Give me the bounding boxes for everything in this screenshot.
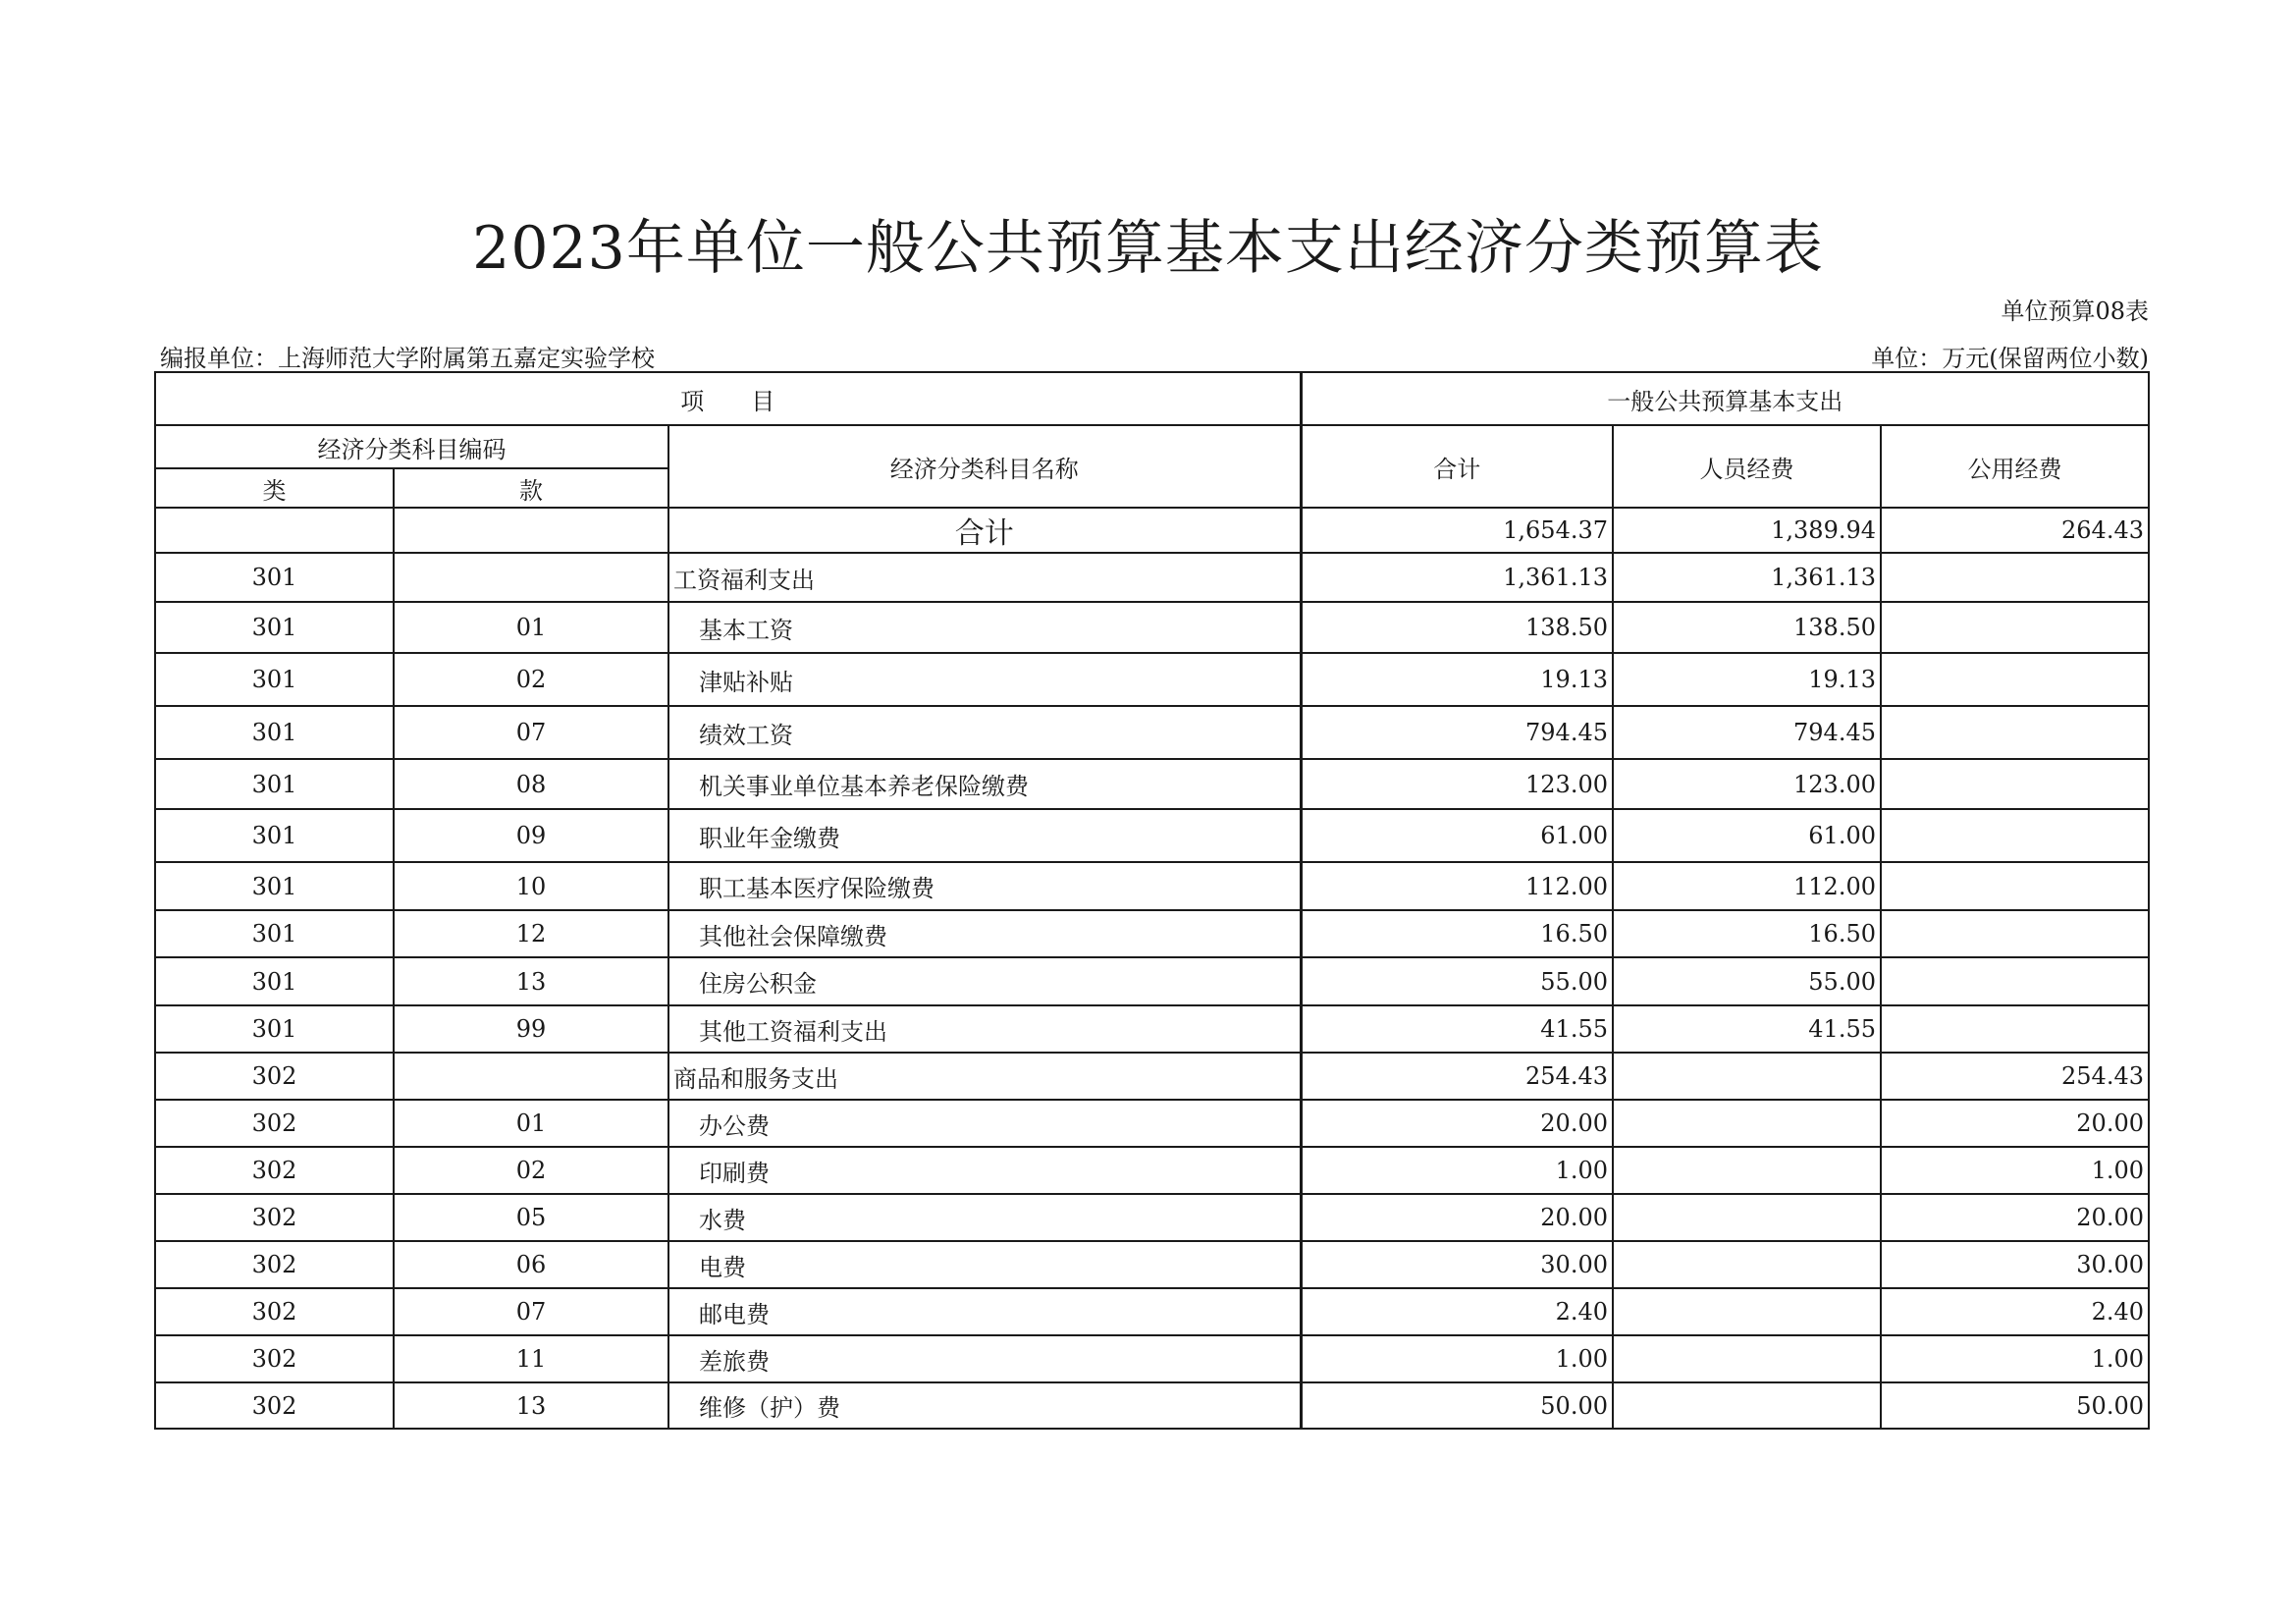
row-total: 2.40	[1301, 1288, 1613, 1335]
row-personnel	[1613, 1194, 1881, 1241]
row-section: 99	[394, 1005, 668, 1053]
row-name: 其他工资福利支出	[668, 1005, 1301, 1053]
header-total: 合计	[1301, 425, 1613, 508]
row-name: 印刷费	[668, 1147, 1301, 1194]
table-row	[155, 1005, 2149, 1053]
row-name: 绩效工资	[668, 706, 1301, 759]
total-amount: 1,654.37	[1301, 508, 1613, 553]
header-code-group: 经济分类科目编码	[155, 425, 668, 468]
table-row	[155, 1382, 2149, 1429]
row-personnel: 41.55	[1613, 1005, 1881, 1053]
header-item: 项 目	[155, 372, 1301, 425]
row-section: 06	[394, 1241, 668, 1288]
row-public: 20.00	[1881, 1194, 2149, 1241]
row-category: 301	[155, 957, 394, 1005]
row-public: 1.00	[1881, 1147, 2149, 1194]
row-name: 维修（护）费	[668, 1382, 1301, 1429]
table-row	[155, 653, 2149, 706]
row-public	[1881, 706, 2149, 759]
table-row	[155, 602, 2149, 653]
row-total: 19.13	[1301, 653, 1613, 706]
row-total: 55.00	[1301, 957, 1613, 1005]
row-name: 机关事业单位基本养老保险缴费	[668, 759, 1301, 809]
row-personnel: 123.00	[1613, 759, 1881, 809]
row-public	[1881, 809, 2149, 862]
total-section-cell	[394, 508, 668, 553]
header-category: 类	[155, 468, 394, 508]
table-row	[155, 1100, 2149, 1147]
row-name: 基本工资	[668, 602, 1301, 653]
row-personnel: 112.00	[1613, 862, 1881, 910]
row-public: 30.00	[1881, 1241, 2149, 1288]
row-personnel: 61.00	[1613, 809, 1881, 862]
row-name: 工资福利支出	[668, 553, 1301, 602]
row-category: 301	[155, 1005, 394, 1053]
row-name: 差旅费	[668, 1335, 1301, 1382]
header-row-1	[155, 372, 2149, 425]
row-section: 10	[394, 862, 668, 910]
row-public: 1.00	[1881, 1335, 2149, 1382]
budget-table	[154, 371, 2150, 1430]
header-public: 公用经费	[1881, 425, 2149, 508]
row-personnel: 1,361.13	[1613, 553, 1881, 602]
header-budget-group: 一般公共预算基本支出	[1301, 372, 2149, 425]
table-row	[155, 809, 2149, 862]
header-row-2	[155, 425, 2149, 468]
page-title: 2023年单位一般公共预算基本支出经济分类预算表	[472, 214, 1824, 283]
table-row	[155, 1288, 2149, 1335]
row-category: 301	[155, 910, 394, 957]
row-name: 商品和服务支出	[668, 1053, 1301, 1100]
row-category: 302	[155, 1335, 394, 1382]
table-row	[155, 1241, 2149, 1288]
row-personnel	[1613, 1382, 1881, 1429]
row-category: 302	[155, 1288, 394, 1335]
row-category: 302	[155, 1053, 394, 1100]
row-category: 302	[155, 1241, 394, 1288]
row-category: 301	[155, 862, 394, 910]
row-section: 01	[394, 602, 668, 653]
row-category: 302	[155, 1194, 394, 1241]
table-row	[155, 1194, 2149, 1241]
row-personnel	[1613, 1147, 1881, 1194]
row-total: 254.43	[1301, 1053, 1613, 1100]
row-total: 16.50	[1301, 910, 1613, 957]
row-personnel	[1613, 1100, 1881, 1147]
row-total: 1,361.13	[1301, 553, 1613, 602]
row-name: 其他社会保障缴费	[668, 910, 1301, 957]
row-category: 302	[155, 1100, 394, 1147]
table-row	[155, 553, 2149, 602]
row-total: 1.00	[1301, 1335, 1613, 1382]
row-name: 住房公积金	[668, 957, 1301, 1005]
row-total: 1.00	[1301, 1147, 1613, 1194]
header-section: 款	[394, 468, 668, 508]
row-public: 50.00	[1881, 1382, 2149, 1429]
row-section: 02	[394, 1147, 668, 1194]
row-total: 112.00	[1301, 862, 1613, 910]
row-section: 13	[394, 1382, 668, 1429]
row-name: 邮电费	[668, 1288, 1301, 1335]
row-public	[1881, 910, 2149, 957]
header-personnel: 人员经费	[1613, 425, 1881, 508]
row-section: 02	[394, 653, 668, 706]
reporting-unit: 编报单位：上海师范大学附属第五嘉定实验学校	[160, 345, 655, 372]
row-total: 61.00	[1301, 809, 1613, 862]
row-total: 794.45	[1301, 706, 1613, 759]
table-row	[155, 957, 2149, 1005]
row-personnel: 19.13	[1613, 653, 1881, 706]
row-public	[1881, 602, 2149, 653]
row-total: 20.00	[1301, 1194, 1613, 1241]
row-section: 12	[394, 910, 668, 957]
row-public	[1881, 1005, 2149, 1053]
row-name: 电费	[668, 1241, 1301, 1288]
row-category: 301	[155, 809, 394, 862]
row-name: 水费	[668, 1194, 1301, 1241]
row-personnel: 16.50	[1613, 910, 1881, 957]
row-personnel	[1613, 1241, 1881, 1288]
table-row	[155, 759, 2149, 809]
row-section: 05	[394, 1194, 668, 1241]
row-category: 302	[155, 1382, 394, 1429]
row-total: 41.55	[1301, 1005, 1613, 1053]
table-number: 单位预算08表	[2001, 298, 2149, 325]
row-public: 254.43	[1881, 1053, 2149, 1100]
row-personnel	[1613, 1335, 1881, 1382]
row-total: 138.50	[1301, 602, 1613, 653]
total-row	[155, 508, 2149, 553]
row-section: 07	[394, 706, 668, 759]
row-section: 11	[394, 1335, 668, 1382]
total-label: 合计	[668, 508, 1301, 553]
table-row	[155, 1053, 2149, 1100]
row-section	[394, 553, 668, 602]
row-section: 08	[394, 759, 668, 809]
header-name: 经济分类科目名称	[668, 425, 1301, 508]
row-personnel: 138.50	[1613, 602, 1881, 653]
row-total: 30.00	[1301, 1241, 1613, 1288]
row-public	[1881, 653, 2149, 706]
row-public	[1881, 759, 2149, 809]
row-section: 13	[394, 957, 668, 1005]
row-name: 职工基本医疗保险缴费	[668, 862, 1301, 910]
row-section: 09	[394, 809, 668, 862]
row-public	[1881, 957, 2149, 1005]
total-personnel: 1,389.94	[1613, 508, 1881, 553]
row-personnel	[1613, 1288, 1881, 1335]
row-personnel: 55.00	[1613, 957, 1881, 1005]
table-row	[155, 910, 2149, 957]
row-public	[1881, 862, 2149, 910]
row-name: 办公费	[668, 1100, 1301, 1147]
row-section: 01	[394, 1100, 668, 1147]
row-section	[394, 1053, 668, 1100]
row-public: 20.00	[1881, 1100, 2149, 1147]
row-category: 301	[155, 706, 394, 759]
row-category: 301	[155, 553, 394, 602]
row-public	[1881, 553, 2149, 602]
total-category-cell	[155, 508, 394, 553]
row-name: 职业年金缴费	[668, 809, 1301, 862]
table-row	[155, 706, 2149, 759]
row-name: 津贴补贴	[668, 653, 1301, 706]
row-personnel	[1613, 1053, 1881, 1100]
row-category: 301	[155, 653, 394, 706]
currency-unit: 单位：万元(保留两位小数)	[1871, 345, 2149, 372]
table-row	[155, 1147, 2149, 1194]
row-category: 301	[155, 759, 394, 809]
row-total: 20.00	[1301, 1100, 1613, 1147]
row-total: 50.00	[1301, 1382, 1613, 1429]
table-row	[155, 862, 2149, 910]
table-row	[155, 1335, 2149, 1382]
row-personnel: 794.45	[1613, 706, 1881, 759]
total-public: 264.43	[1881, 508, 2149, 553]
row-category: 302	[155, 1147, 394, 1194]
row-public: 2.40	[1881, 1288, 2149, 1335]
row-category: 301	[155, 602, 394, 653]
row-section: 07	[394, 1288, 668, 1335]
row-total: 123.00	[1301, 759, 1613, 809]
